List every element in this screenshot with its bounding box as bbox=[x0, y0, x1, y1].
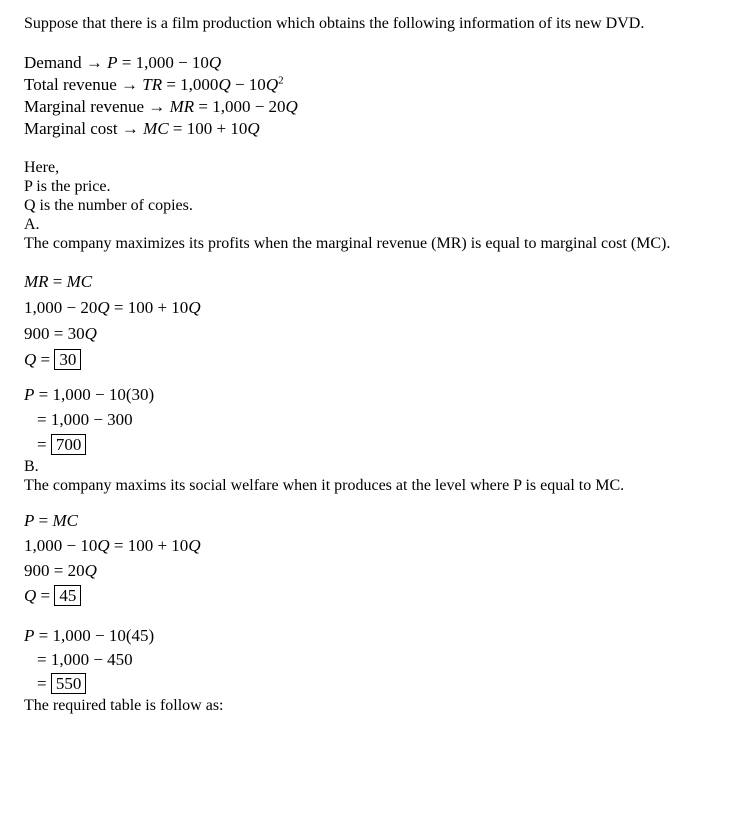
eq-segment: = bbox=[36, 350, 55, 369]
eq-segment: MR bbox=[169, 97, 195, 116]
eq-segment: MR bbox=[24, 272, 49, 291]
eq-segment: = 1,000 bbox=[162, 75, 219, 94]
eq-segment: Q bbox=[285, 97, 298, 116]
eq-segment: = 100 + 10 bbox=[168, 119, 248, 138]
equation-line bbox=[24, 508, 732, 533]
definition-quantity: Q is the number of copies. bbox=[24, 197, 193, 214]
eq-segment: = bbox=[36, 586, 55, 605]
boxed-answer: 45 bbox=[54, 585, 81, 606]
eq-segment: MC bbox=[66, 272, 93, 291]
equation-line bbox=[24, 558, 732, 583]
equation-line bbox=[24, 321, 732, 347]
equation-line bbox=[24, 295, 732, 321]
equation-line bbox=[24, 347, 732, 373]
eq-segment: MC bbox=[143, 119, 169, 138]
eq-segment: P bbox=[107, 53, 118, 72]
equation-line bbox=[24, 533, 732, 558]
section-a-price-steps bbox=[24, 382, 732, 457]
equation-line bbox=[24, 624, 732, 648]
boxed-answer: 30 bbox=[54, 349, 81, 370]
equation-line bbox=[24, 583, 732, 608]
eq-segment: = 1,000 − 300 bbox=[37, 410, 133, 429]
equation-line bbox=[24, 118, 732, 140]
eq-segment: Demand → bbox=[24, 53, 108, 72]
eq-segment: Q bbox=[84, 561, 97, 580]
eq-segment: 900 = 20 bbox=[24, 561, 85, 580]
eq-segment: Q bbox=[97, 298, 110, 317]
superscript: 2 bbox=[278, 74, 284, 87]
section-a-label: A. bbox=[24, 216, 40, 233]
eq-segment: = 100 + 10 bbox=[109, 298, 189, 317]
section-a-statement: The company maximizes its profits when the marginal revenue (MR) is equal to marginal cost (MC). bbox=[24, 235, 671, 252]
eq-segment: Marginal revenue → bbox=[24, 97, 170, 116]
section-b-price-steps bbox=[24, 624, 732, 696]
equation-line bbox=[24, 96, 732, 118]
eq-segment: = 1,000 − 450 bbox=[37, 650, 133, 669]
eq-segment: P bbox=[24, 626, 35, 645]
section-b-p-mc-steps bbox=[24, 508, 732, 608]
eq-segment: Q bbox=[97, 536, 110, 555]
eq-segment: = 1,000 − 10(45) bbox=[34, 626, 155, 645]
section-a-mr-mc-steps bbox=[24, 269, 732, 373]
equation-line bbox=[24, 672, 732, 696]
equation-line bbox=[24, 382, 732, 407]
equation-line bbox=[24, 52, 732, 74]
given-formulas bbox=[24, 52, 732, 140]
eq-segment: Total revenue → bbox=[24, 75, 143, 94]
eq-segment: Q bbox=[24, 350, 37, 369]
eq-segment: Q bbox=[188, 298, 201, 317]
eq-segment: = bbox=[34, 511, 53, 530]
equation-line bbox=[24, 407, 732, 432]
eq-segment: P bbox=[24, 511, 35, 530]
eq-segment: Q bbox=[247, 119, 260, 138]
equation-line bbox=[24, 74, 732, 96]
section-b-label: B. bbox=[24, 458, 39, 475]
eq-segment: Q bbox=[188, 536, 201, 555]
equation-line bbox=[24, 648, 732, 672]
eq-segment: = bbox=[48, 272, 67, 291]
problem-statement: Suppose that there is a film production which obtains the following information of its new DVD. bbox=[24, 15, 645, 32]
eq-segment: P bbox=[24, 385, 35, 404]
eq-segment: 1,000 − 10 bbox=[24, 536, 98, 555]
eq-segment: = 1,000 − 10 bbox=[117, 53, 209, 72]
eq-segment: = bbox=[37, 435, 51, 454]
eq-segment: = 1,000 − 20 bbox=[194, 97, 286, 116]
definition-price: P is the price. bbox=[24, 178, 111, 195]
eq-segment: − 10 bbox=[230, 75, 266, 94]
eq-segment: = 1,000 − 10(30) bbox=[34, 385, 155, 404]
eq-segment: 1,000 − 20 bbox=[24, 298, 98, 317]
boxed-answer: 700 bbox=[51, 434, 87, 455]
variable-definitions bbox=[24, 158, 732, 215]
equation-line bbox=[24, 432, 732, 457]
eq-segment: MC bbox=[52, 511, 78, 530]
eq-segment: = bbox=[37, 674, 51, 693]
closing-statement: The required table is follow as: bbox=[24, 697, 224, 714]
equation-line bbox=[24, 269, 732, 295]
eq-segment: Q bbox=[265, 75, 279, 94]
eq-segment: Q bbox=[208, 53, 222, 72]
definition-here: Here, bbox=[24, 159, 60, 176]
eq-segment: Q bbox=[24, 586, 37, 605]
eq-segment: TR bbox=[142, 75, 163, 94]
boxed-answer: 550 bbox=[51, 673, 87, 694]
eq-segment: = 100 + 10 bbox=[109, 536, 189, 555]
eq-segment: Q bbox=[218, 75, 231, 94]
eq-segment: Q bbox=[84, 324, 97, 343]
section-b-statement: The company maxims its social welfare when it produces at the level where P is equal to MC. bbox=[24, 477, 625, 494]
eq-segment: 900 = 30 bbox=[24, 324, 85, 343]
eq-segment: Marginal cost → bbox=[24, 119, 144, 138]
